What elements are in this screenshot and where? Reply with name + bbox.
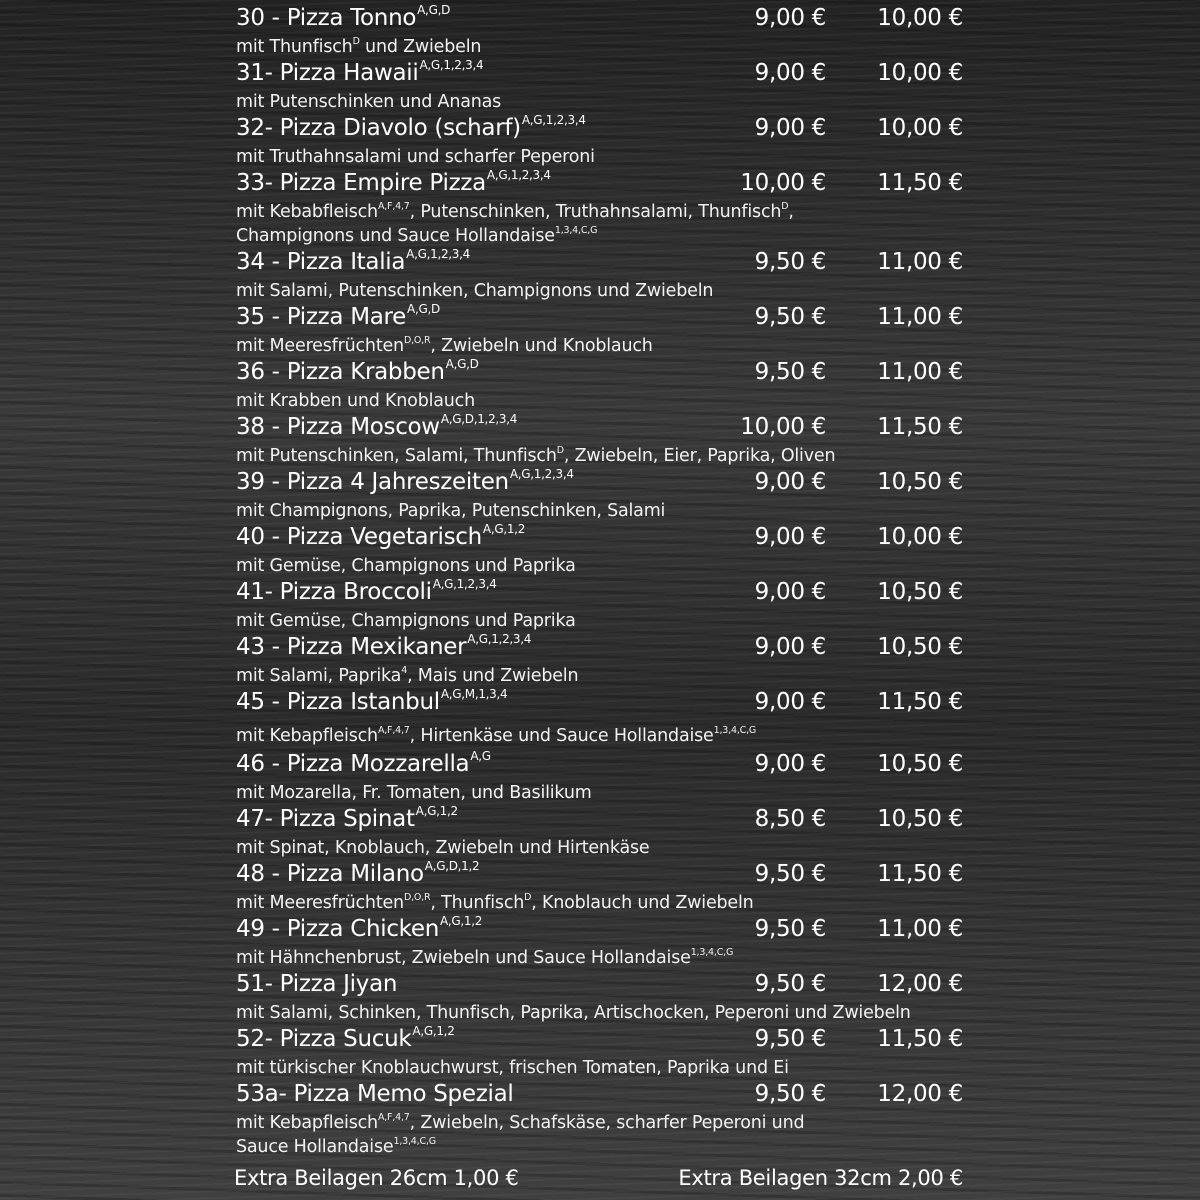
price-32cm: 11,50 €	[877, 689, 963, 715]
price-32cm: 10,50 €	[877, 751, 963, 777]
price-26cm: 9,50 €	[754, 1026, 826, 1052]
price-26cm: 9,00 €	[754, 60, 826, 86]
price-32cm: 10,50 €	[877, 469, 963, 495]
item-description	[236, 279, 713, 303]
description-text: ,	[788, 202, 794, 222]
description-text: mit Kebapfleisch	[236, 1113, 378, 1133]
item-title	[236, 58, 483, 88]
item-name: 31- Pizza Hawaii	[236, 60, 419, 86]
item-description	[236, 1056, 789, 1080]
description-text: mit Thunfisch	[236, 37, 353, 57]
price-32cm: 11,00 €	[877, 916, 963, 942]
extra-toppings-32cm: Extra Beilagen 32cm 2,00 €	[678, 1166, 963, 1190]
allergen-codes: D,O,R	[403, 335, 431, 346]
price-32cm: 10,00 €	[877, 524, 963, 550]
item-name: 46 - Pizza Mozzarella	[236, 751, 470, 777]
item-description	[236, 200, 794, 248]
item-description	[236, 145, 595, 169]
price-26cm: 9,00 €	[754, 751, 826, 777]
allergen-codes: A,G,D,1,2,3,4	[440, 412, 518, 426]
item-title	[236, 113, 586, 143]
item-name: 39 - Pizza 4 Jahreszeiten	[236, 469, 509, 495]
description-text: mit Hähnchenbrust, Zwiebeln und Sauce Hollandaise	[236, 948, 691, 968]
item-description	[236, 554, 576, 578]
allergen-codes: 1,3,4,C,G	[713, 725, 757, 736]
price-32cm: 10,50 €	[877, 579, 963, 605]
item-description	[236, 609, 576, 633]
description-text: mit Gemüse, Champignons und Paprika	[236, 611, 576, 631]
description-text: mit Krabben und Knoblauch	[236, 391, 475, 411]
allergen-codes: A,G,1,2,3,4	[521, 113, 586, 127]
price-26cm: 9,50 €	[754, 359, 826, 385]
allergen-codes: D	[781, 201, 789, 212]
allergen-codes: A,G,D	[407, 302, 440, 316]
description-text: mit Meeresfrüchten	[236, 893, 404, 913]
allergen-codes: A,G,1,2,3,4	[406, 247, 470, 261]
item-description	[236, 90, 501, 114]
price-26cm: 9,50 €	[754, 1081, 826, 1107]
allergen-codes: A,G,1,2,3,4	[432, 577, 497, 591]
item-description	[236, 724, 756, 748]
allergen-codes: A,G,1,2,3,4	[509, 467, 574, 481]
allergen-codes: A,F,4,7	[377, 201, 410, 212]
description-text: mit Champignons, Paprika, Putenschinken, Salami	[236, 501, 666, 521]
price-26cm: 9,50 €	[754, 971, 826, 997]
description-text: mit Kebabfleisch	[236, 202, 378, 222]
price-32cm: 12,00 €	[877, 1081, 963, 1107]
price-32cm: 11,00 €	[877, 359, 963, 385]
description-text: mit Gemüse, Champignons und Paprika	[236, 556, 576, 576]
item-name: 33- Pizza Empire Pizza	[236, 170, 486, 196]
item-name: 32- Pizza Diavolo (scharf)	[236, 115, 521, 141]
price-26cm: 10,00 €	[740, 414, 826, 440]
description-text: , Hirtenkäse und Sauce Hollandaise	[409, 726, 714, 746]
allergen-codes: A,G,1,2	[440, 914, 483, 928]
description-text: und Zwiebeln	[359, 37, 482, 57]
description-text: mit türkischer Knoblauchwurst, frischen Tomaten, Paprika und Ei	[236, 1058, 789, 1078]
item-title	[236, 632, 531, 662]
item-title	[236, 969, 397, 999]
description-text: mit Salami, Schinken, Thunfisch, Paprika, Artischocken, Peperoni und Zwiebeln	[236, 1003, 911, 1023]
allergen-codes: A,F,4,7	[377, 725, 410, 736]
price-32cm: 11,50 €	[877, 1026, 963, 1052]
item-title	[236, 522, 525, 552]
price-32cm: 10,00 €	[877, 115, 963, 141]
item-title	[236, 3, 450, 33]
item-description	[236, 35, 481, 59]
allergen-codes: A,F,4,7	[377, 1112, 410, 1123]
description-text: , Zwiebeln, Schafskäse, scharfer Peperoni und	[409, 1113, 805, 1133]
item-description	[236, 1001, 911, 1025]
description-text: , Putenschinken, Truthahnsalami, Thunfisch	[409, 202, 782, 222]
item-description	[236, 389, 475, 413]
allergen-codes: D	[524, 892, 532, 903]
item-title	[236, 914, 482, 944]
price-32cm: 11,50 €	[877, 170, 963, 196]
item-description	[236, 1111, 804, 1159]
description-text: mit Kebapfleisch	[236, 726, 378, 746]
item-name: 43 - Pizza Mexikaner	[236, 634, 467, 660]
item-name: 52- Pizza Sucuk	[236, 1026, 412, 1052]
item-name: 34 - Pizza Italia	[236, 249, 406, 275]
item-description	[236, 334, 653, 358]
price-32cm: 11,50 €	[877, 861, 963, 887]
allergen-codes: D,O,R	[403, 892, 431, 903]
item-title	[236, 749, 491, 779]
allergen-codes: A,G	[470, 749, 491, 763]
price-26cm: 9,00 €	[754, 524, 826, 550]
price-26cm: 9,50 €	[754, 861, 826, 887]
allergen-codes: A,G,1,2,3,4	[486, 168, 551, 182]
price-26cm: 10,00 €	[740, 170, 826, 196]
price-26cm: 9,00 €	[754, 5, 826, 31]
item-name: 35 - Pizza Mare	[236, 304, 407, 330]
price-26cm: 9,50 €	[754, 249, 826, 275]
description-text: mit Putenschinken, Salami, Thunfisch	[236, 446, 557, 466]
description-text: mit Truthahnsalami und scharfer Peperoni	[236, 147, 595, 167]
item-title	[236, 467, 574, 497]
description-text: mit Putenschinken und Ananas	[236, 92, 502, 112]
allergen-codes: A,G,1,2,3,4	[419, 58, 484, 72]
price-32cm: 10,50 €	[877, 634, 963, 660]
item-description	[236, 444, 835, 468]
item-title	[236, 804, 458, 834]
item-name: 49 - Pizza Chicken	[236, 916, 439, 942]
price-32cm: 11,00 €	[877, 249, 963, 275]
price-26cm: 9,50 €	[754, 916, 826, 942]
item-name: 38 - Pizza Moscow	[236, 414, 440, 440]
item-description	[236, 891, 754, 915]
price-32cm: 10,00 €	[877, 60, 963, 86]
item-description	[236, 946, 733, 970]
allergen-codes: A,G,D	[445, 357, 479, 371]
item-description	[236, 836, 649, 860]
item-name: 41- Pizza Broccoli	[236, 579, 432, 605]
allergen-codes: D	[556, 445, 564, 456]
item-description	[236, 664, 578, 688]
item-description	[236, 499, 665, 523]
item-title	[236, 302, 440, 332]
price-26cm: 9,00 €	[754, 579, 826, 605]
extra-toppings-26cm: Extra Beilagen 26cm 1,00 €	[234, 1166, 519, 1190]
price-26cm: 9,50 €	[754, 304, 826, 330]
description-text: , Thunfisch	[430, 893, 525, 913]
price-32cm: 12,00 €	[877, 971, 963, 997]
allergen-codes: D	[352, 36, 360, 47]
description-text: , Zwiebeln und Knoblauch	[430, 336, 653, 356]
price-26cm: 9,00 €	[754, 689, 826, 715]
item-name: 30 - Pizza Tonno	[236, 5, 417, 31]
price-26cm: 8,50 €	[754, 806, 826, 832]
price-32cm: 11,50 €	[877, 414, 963, 440]
description-text: , Knoblauch und Zwiebeln	[531, 893, 754, 913]
allergen-codes: A,G,1,2	[482, 522, 526, 536]
item-title	[236, 168, 551, 198]
item-description	[236, 781, 592, 805]
item-name: 48 - Pizza Milano	[236, 861, 424, 887]
allergen-codes: 4	[401, 665, 408, 676]
allergen-codes: A,G,1,2,3,4	[467, 632, 532, 646]
description-text: Sauce Hollandaise	[236, 1137, 394, 1157]
allergen-codes: A,G,1,2	[415, 804, 458, 818]
item-title	[236, 859, 479, 889]
price-26cm: 9,00 €	[754, 634, 826, 660]
item-title	[236, 1024, 455, 1054]
item-name: 53a- Pizza Memo Spezial	[236, 1081, 514, 1107]
description-text: mit Spinat, Knoblauch, Zwiebeln und Hirtenkäse	[236, 838, 650, 858]
description-text: mit Salami, Putenschinken, Champignons und Zwiebeln	[236, 281, 714, 301]
allergen-codes: A,G,M,1,3,4	[440, 687, 508, 701]
allergen-codes: 1,3,4,C,G	[393, 1136, 436, 1147]
description-text: , Mais und Zwiebeln	[407, 666, 579, 686]
description-text: , Zwiebeln, Eier, Paprika, Oliven	[563, 446, 836, 466]
item-name: 51- Pizza Jiyan	[236, 971, 398, 997]
item-title	[236, 247, 470, 277]
price-26cm: 9,00 €	[754, 469, 826, 495]
item-name: 45 - Pizza Istanbul	[236, 689, 440, 715]
price-32cm: 10,00 €	[877, 5, 963, 31]
price-32cm: 11,00 €	[877, 304, 963, 330]
item-title	[236, 577, 497, 607]
allergen-codes: A,G,1,2	[412, 1024, 455, 1038]
allergen-codes: A,G,D,1,2	[424, 859, 480, 873]
allergen-codes: 1,3,4,C,G	[554, 225, 598, 236]
allergen-codes: A,G,D	[417, 3, 451, 17]
item-title	[236, 357, 479, 387]
item-title	[236, 412, 517, 442]
item-title	[236, 687, 507, 717]
item-name: 47- Pizza Spinat	[236, 806, 415, 832]
description-text: mit Mozarella, Fr. Tomaten, und Basilikum	[236, 783, 592, 803]
item-name: 36 - Pizza Krabben	[236, 359, 445, 385]
item-name: 40 - Pizza Vegetarisch	[236, 524, 482, 550]
price-26cm: 9,00 €	[754, 115, 826, 141]
allergen-codes: 1,3,4,C,G	[690, 947, 734, 958]
price-32cm: 10,50 €	[877, 806, 963, 832]
description-text: mit Salami, Paprika	[236, 666, 402, 686]
description-text: Champignons und Sauce Hollandaise	[236, 226, 555, 246]
description-text: mit Meeresfrüchten	[236, 336, 404, 356]
item-title	[236, 1079, 513, 1109]
